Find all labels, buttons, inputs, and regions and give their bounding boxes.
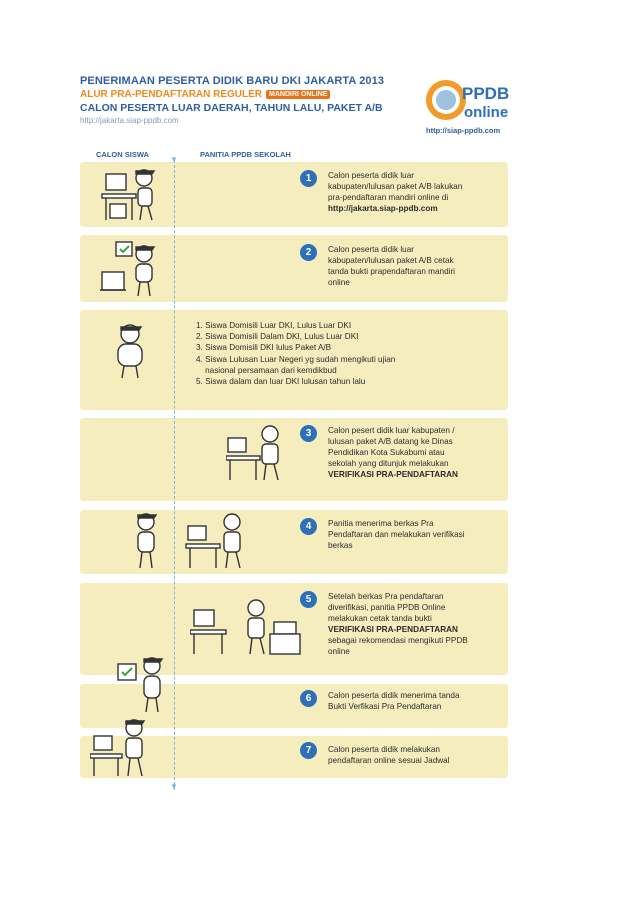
step-5-bold: VERIFIKASI PRA-PENDAFTARAN <box>328 625 458 634</box>
step-number-4: 4 <box>300 518 317 535</box>
student-at-computer-illustration <box>100 164 160 226</box>
criteria-list <box>196 320 496 387</box>
page-title: PENERIMAAN PESERTA DIDIK BARU DKI JAKARTA 2013 <box>80 75 385 87</box>
student-standing-illustration <box>110 322 154 380</box>
step-2-line: online <box>328 278 350 287</box>
logo-text-online: online <box>464 104 509 121</box>
criteria-item: 2. Siswa Domisili Dalam DKI, Lulus Luar DKI <box>196 332 359 342</box>
step-3-line: lulusan paket A/B datang ke Dinas <box>328 437 453 446</box>
step-text-5 <box>328 591 504 657</box>
step-6-line: Calon peserta didik menerima tanda <box>328 691 460 700</box>
step-5-line: sebagai rekomendasi mengikuti PPDB <box>328 636 468 645</box>
step-1-line: pra-pendaftaran mandiri online di <box>328 193 449 202</box>
step-text-4 <box>328 518 504 551</box>
student-receiving-proof-illustration <box>116 654 172 716</box>
step-6-line: Bukti Verfikasi Pra Pendaftaran <box>328 702 442 711</box>
arrow-down-icon: ▼ <box>170 155 178 164</box>
ppdb-logo <box>420 72 520 134</box>
criteria-item: 5. Siswa dalam dan luar DKI lulusan tahun lalu <box>196 377 366 387</box>
page-subtitle-2: CALON PESERTA LUAR DAERAH, TAHUN LALU, PAKET A/B <box>80 102 383 114</box>
step-1-line: Calon peserta didik luar <box>328 171 415 180</box>
logo-text-ppdb: PPDB <box>462 84 510 103</box>
step-7-line: pendaftaran online sesuai Jadwal <box>328 756 450 765</box>
step-2-line: Calon peserta didik luar <box>328 245 415 254</box>
step-text-7 <box>328 744 504 766</box>
step-number-5: 5 <box>300 591 317 608</box>
step-1-link[interactable]: http://jakarta.siap-ppdb.com <box>328 204 438 213</box>
step-text-2 <box>328 244 504 288</box>
student-and-staff-illustration <box>132 512 252 572</box>
step-3-line: Calon pesert didik luar kabupaten / <box>328 426 455 435</box>
step-5-line: diverifikasi, panitia PPDB Online <box>328 603 446 612</box>
criteria-item: 1. Siswa Domisili Luar DKI, Lulus Luar DKI <box>196 321 352 330</box>
mandiri-badge: MANDIRI ONLINE <box>266 90 330 99</box>
criteria-item: nasional persamaan dari kemdikbud <box>196 365 337 375</box>
step-text-3 <box>328 425 504 480</box>
logo-url[interactable]: http://siap-ppdb.com <box>426 126 501 135</box>
header-url[interactable]: http://jakarta.siap-ppdb.com <box>80 116 179 125</box>
step-2-line: tanda bukti prapendaftaran mandiri <box>328 267 455 276</box>
criteria-item: 3. Siswa Domisili DKI lulus Paket A/B <box>196 343 332 353</box>
criteria-item: 4. Siswa Lulusan Luar Negeri yg sudah mengikuti ujian <box>196 354 396 364</box>
step-4-line: berkas <box>328 541 353 550</box>
step-number-2: 2 <box>300 244 317 261</box>
step-4-line: Panitia menerima berkas Pra <box>328 519 434 528</box>
arrow-down-icon: ▼ <box>170 782 178 791</box>
step-1-line: kabupaten/lulusan paket A/B lakukan <box>328 182 463 191</box>
step-number-6: 6 <box>300 690 317 707</box>
step-text-6 <box>328 690 504 712</box>
step-3-bold: VERIFIKASI PRA-PENDAFTARAN <box>328 470 458 479</box>
timeline-divider <box>174 160 175 790</box>
step-4-line: Pendaftaran dan melakukan verifikasi <box>328 530 465 539</box>
step-text-1 <box>328 170 504 214</box>
step-5-line: melakukan cetak tanda bukti <box>328 614 432 623</box>
step-number-3: 3 <box>300 425 317 442</box>
step-5-line: online <box>328 647 350 656</box>
column-calon-siswa: CALON SISWA <box>96 150 149 159</box>
staff-printing-illustration <box>190 596 302 658</box>
step-3-line: Pendidikan Kota Sukabumi atau <box>328 448 445 457</box>
step-5-line: Setelah berkas Pra pendaftaran <box>328 592 444 601</box>
step-2-line: kabupaten/lulusan paket A/B cetak <box>328 256 454 265</box>
step-number-1: 1 <box>300 170 317 187</box>
student-online-registration-illustration <box>90 718 154 778</box>
step-3-line: sekolah yang ditunjuk melakukan <box>328 459 449 468</box>
subtitle-text: ALUR PRA-PENDAFTARAN REGULER <box>80 89 263 100</box>
column-panitia: PANITIA PPDB SEKOLAH <box>200 150 291 159</box>
step-7-line: Calon peserta didik melakukan <box>328 745 440 754</box>
step-number-7: 7 <box>300 742 317 759</box>
staff-at-computer-illustration <box>226 422 288 484</box>
student-printing-illustration <box>98 238 160 300</box>
